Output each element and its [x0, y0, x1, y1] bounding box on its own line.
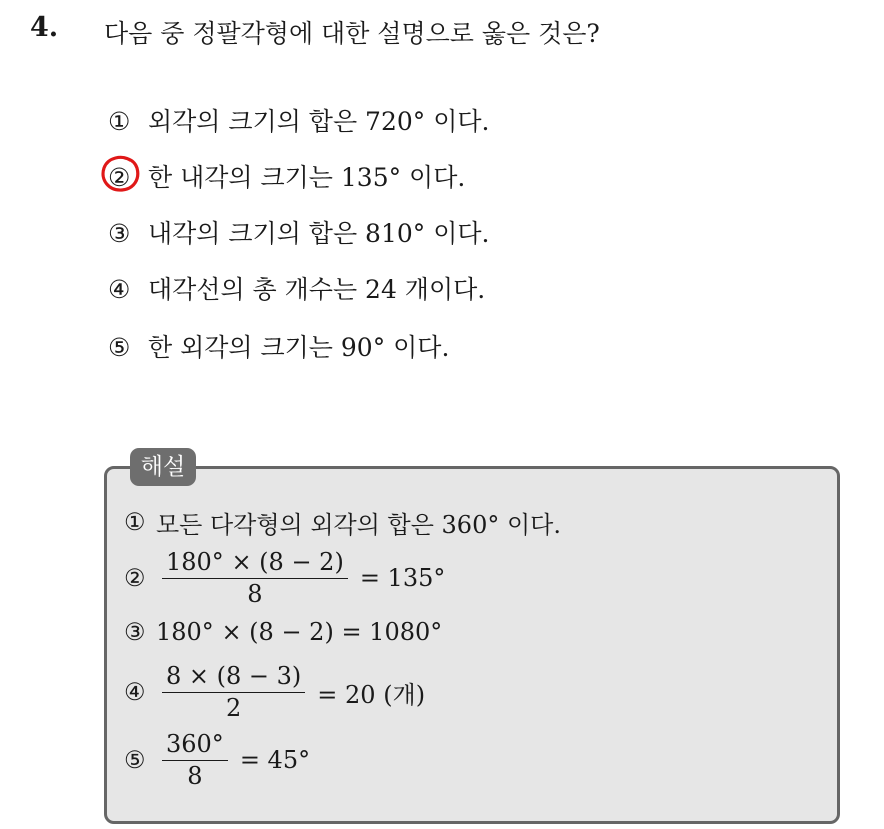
solution-row-1-number: ① [124, 508, 146, 536]
solution-row-3-text: 180° × (8 − 2) = 1080° [156, 618, 443, 646]
solution-row-2 [124, 548, 445, 608]
choice-2[interactable] [108, 158, 465, 198]
solution-label: 해설 [130, 448, 196, 486]
choice-2-number: ② [108, 163, 131, 192]
solution-row-5-result: = 45° [239, 746, 311, 774]
solution-row-5-denominator: 8 [187, 761, 203, 790]
solution-row-4-numerator: 8 × (8 − 3) [162, 663, 305, 692]
solution-row-4-number: ④ [124, 678, 146, 706]
solution-row-2-number: ② [124, 564, 146, 592]
choice-4[interactable] [108, 270, 485, 310]
solution-row-4-result: = 20 (개) [317, 680, 426, 709]
choice-5-text: 한 외각의 크기는 90° 이다. [148, 333, 450, 362]
choice-3-text: 내각의 크기의 합은 810° 이다. [148, 219, 490, 248]
choice-1-number: ① [108, 107, 131, 136]
solution-row-4 [124, 662, 425, 722]
choice-5[interactable] [108, 328, 449, 368]
solution-row-1 [124, 502, 561, 542]
solution-row-2-numerator: 180° × (8 − 2) [162, 549, 348, 578]
choice-1[interactable] [108, 102, 489, 142]
solution-row-2-result: = 135° [359, 564, 446, 592]
solution-row-2-fraction [162, 549, 348, 607]
solution-row-4-fraction [162, 663, 305, 721]
solution-row-5 [124, 730, 310, 790]
choice-3-number: ③ [108, 219, 131, 248]
solution-row-3 [124, 612, 442, 652]
choice-5-number: ⑤ [108, 333, 131, 362]
choice-4-number: ④ [108, 275, 131, 304]
choice-1-text: 외각의 크기의 합은 720° 이다. [148, 107, 490, 136]
solution-row-5-fraction [162, 731, 228, 789]
solution-row-5-numerator: 360° [162, 731, 228, 760]
solution-row-5-number: ⑤ [124, 746, 146, 774]
choice-3[interactable] [108, 214, 489, 254]
solution-row-1-text: 모든 다각형의 외각의 합은 360° 이다. [156, 510, 561, 539]
solution-row-3-number: ③ [124, 618, 146, 646]
question-text: 다음 중 정팔각형에 대한 설명으로 옳은 것은? [104, 19, 600, 48]
choice-2-text: 한 내각의 크기는 135° 이다. [148, 163, 466, 192]
question-number: 4. [30, 12, 59, 43]
solution-row-2-denominator: 8 [247, 579, 263, 608]
choice-4-text: 대각선의 총 개수는 24 개이다. [148, 275, 486, 304]
solution-row-4-denominator: 2 [226, 693, 242, 722]
